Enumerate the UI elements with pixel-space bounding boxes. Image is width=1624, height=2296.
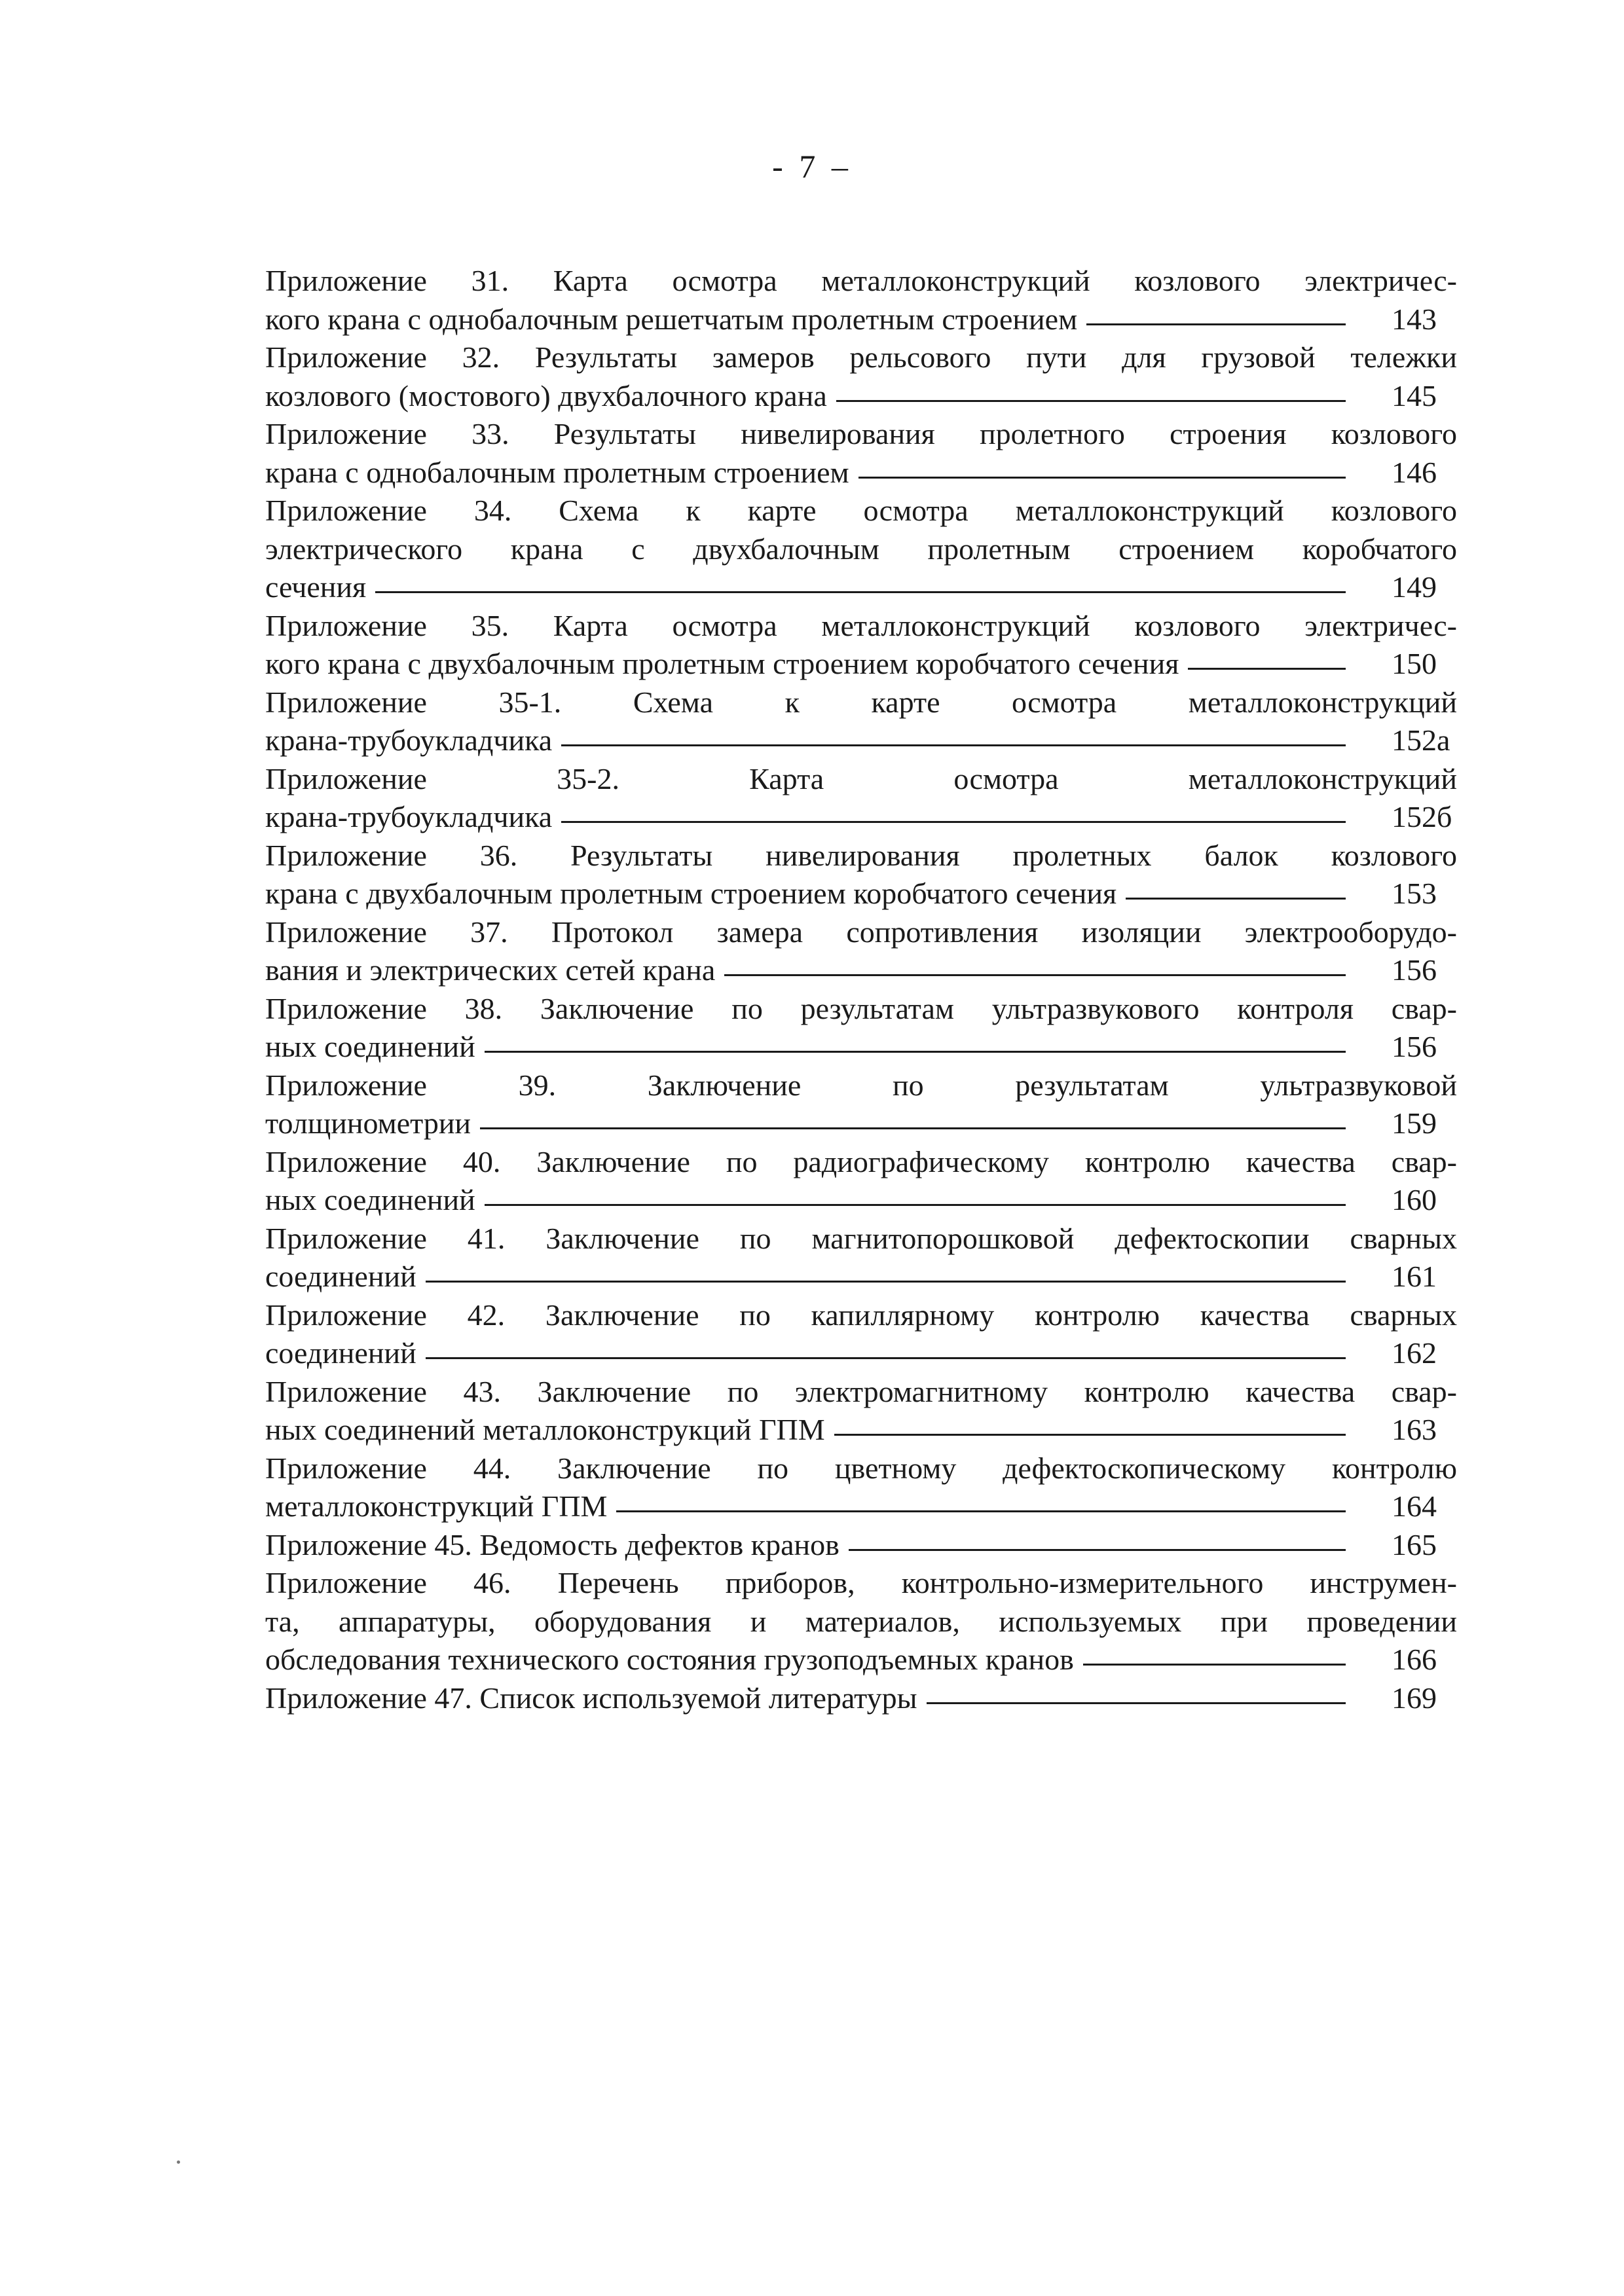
leader-line — [375, 591, 1346, 593]
scan-speck — [177, 2160, 180, 2164]
toc-entry-line: крана с двухбалочным пролетным строением коробчатого сечения — [265, 877, 1117, 910]
toc-entry-last-line — [265, 875, 1457, 913]
toc-entry — [265, 1526, 1457, 1565]
leader-line — [927, 1702, 1346, 1704]
toc-entry-last-line — [265, 568, 1457, 607]
toc-entry — [265, 492, 1457, 607]
toc-entry-line: крана-трубоукладчика — [265, 800, 553, 833]
toc-entry — [265, 338, 1457, 415]
toc-page-number: 150 — [1392, 647, 1437, 680]
toc-page-number: 165 — [1392, 1527, 1437, 1561]
toc-entry-last-line — [265, 1334, 1457, 1373]
toc-entry-last-line — [265, 1679, 1457, 1718]
leader-line — [1086, 323, 1346, 325]
toc-page-number: 153 — [1392, 877, 1437, 910]
toc-entry — [265, 760, 1457, 837]
toc-entry-line: вания и электрических сетей крана — [265, 953, 716, 987]
toc-entry-line: Приложение 39. Заключение по результатам ультразвуковой — [265, 1068, 1457, 1102]
toc-entry-line: Приложение 46. Перечень приборов, контрольно-измерительного инструмен- — [265, 1566, 1457, 1599]
toc-entry-line: кого крана с двухбалочным пролетным строением коробчатого сечения — [265, 647, 1179, 680]
toc-entry-last-line — [265, 301, 1457, 339]
toc-entry-last-line — [265, 721, 1457, 760]
toc-entry — [265, 1066, 1457, 1143]
toc-entry — [265, 683, 1457, 760]
toc-entry-line: Приложение 47. Список используемой литературы — [265, 1681, 917, 1715]
toc-entry — [265, 1143, 1457, 1220]
leader-line — [834, 1434, 1346, 1436]
toc-page-number: 169 — [1392, 1681, 1437, 1715]
toc-page-number: 160 — [1392, 1183, 1437, 1216]
toc-entry-last-line — [265, 377, 1457, 416]
toc-entry — [265, 262, 1457, 338]
toc-entry — [265, 607, 1457, 683]
toc-entry-line: Приложение 31. Карта осмотра металлоконструкций козлового электричес- — [265, 264, 1457, 297]
toc-entry-line: ных соединений — [265, 1183, 475, 1216]
toc-entry-line: Приложение 41. Заключение по магнитопорошковой дефектоскопии сварных — [265, 1221, 1457, 1255]
toc-entry-last-line — [265, 1028, 1457, 1066]
leader-line — [616, 1510, 1346, 1512]
toc-page-number: 163 — [1392, 1413, 1437, 1446]
toc-entry-last-line — [265, 1411, 1457, 1449]
toc-entry-line: козлового (мостового) двухбалочного крана — [265, 378, 827, 412]
leader-line — [480, 1127, 1346, 1129]
leader-line — [1188, 668, 1346, 670]
toc-entry-line: электрического крана с двухбалочным пролетным строением коробчатого — [265, 532, 1457, 566]
toc-page-number: 145 — [1392, 378, 1437, 412]
leader-line — [485, 1204, 1346, 1206]
toc-entry — [265, 1220, 1457, 1296]
toc-entry — [265, 1373, 1457, 1449]
toc-entry — [265, 415, 1457, 492]
leader-line — [1083, 1664, 1346, 1666]
leader-line — [724, 974, 1346, 976]
toc-page-number: 146 — [1392, 455, 1437, 489]
table-of-contents — [265, 262, 1457, 1717]
toc-entry-last-line — [265, 1641, 1457, 1679]
leader-line — [561, 821, 1346, 823]
toc-page-number: 149 — [1392, 570, 1437, 604]
leader-line — [836, 400, 1346, 402]
leader-line — [561, 744, 1346, 746]
toc-entry-last-line — [265, 1258, 1457, 1296]
toc-entry-last-line — [265, 1181, 1457, 1220]
toc-entry-line: соединений — [265, 1336, 416, 1370]
toc-entry-line: Приложение 32. Результаты замеров рельсового пути для грузовой тележки — [265, 340, 1457, 374]
toc-page-number: 164 — [1392, 1489, 1437, 1523]
toc-entry-line: ных соединений металлоконструкций ГПМ — [265, 1413, 825, 1446]
toc-entry-last-line — [265, 645, 1457, 683]
leader-line — [426, 1281, 1346, 1283]
toc-entry-line: та, аппаратуры, оборудования и материалов, используемых при проведении — [265, 1604, 1457, 1638]
toc-entry-last-line — [265, 1487, 1457, 1526]
page-number: - 7 – — [772, 148, 852, 185]
toc-entry-line: Приложение 44. Заключение по цветному дефектоскопическому контролю — [265, 1451, 1457, 1485]
toc-entry-line: Приложение 45. Ведомость дефектов кранов — [265, 1527, 840, 1561]
leader-line — [1126, 898, 1346, 900]
toc-entry-line: Приложение 35-1. Схема к карте осмотра металлоконструкций — [265, 685, 1457, 719]
toc-entry-line: Приложение 38. Заключение по результатам ультразвукового контроля свар- — [265, 991, 1457, 1025]
toc-page-number: 143 — [1392, 302, 1437, 336]
toc-entry-line: Приложение 43. Заключение по электромагнитному контролю качества свар- — [265, 1374, 1457, 1408]
toc-entry — [265, 837, 1457, 913]
toc-entry-line: Приложение 36. Результаты нивелирования пролетных балок козлового — [265, 838, 1457, 872]
leader-line — [849, 1549, 1346, 1551]
toc-entry-line: Приложение 34. Схема к карте осмотра металлоконструкций козлового — [265, 494, 1457, 527]
toc-page-number: 152б — [1392, 800, 1452, 833]
toc-page-number: 156 — [1392, 1030, 1437, 1063]
toc-entry — [265, 990, 1457, 1066]
toc-entry-line: кого крана с однобалочным решетчатым пролетным строением — [265, 302, 1078, 336]
toc-page-number: 166 — [1392, 1643, 1437, 1676]
toc-page-number: 159 — [1392, 1106, 1437, 1140]
leader-line — [426, 1357, 1346, 1359]
toc-entry-line: Приложение 35-2. Карта осмотра металлоконструкций — [265, 761, 1457, 795]
toc-page-number: 162 — [1392, 1336, 1437, 1370]
toc-entry — [265, 1564, 1457, 1679]
toc-entry-line: обследования технического состояния грузоподъемных кранов — [265, 1643, 1074, 1676]
toc-entry-line: Приложение 35. Карта осмотра металлоконструкций козлового электричес- — [265, 608, 1457, 642]
toc-entry — [265, 1296, 1457, 1373]
leader-line — [858, 477, 1346, 479]
toc-entry-line: сечения — [265, 570, 367, 604]
toc-page-number: 161 — [1392, 1260, 1437, 1293]
toc-entry-last-line — [265, 798, 1457, 837]
toc-entry — [265, 1449, 1457, 1526]
toc-entry-last-line — [265, 1104, 1457, 1143]
toc-entry-line: ных соединений — [265, 1030, 475, 1063]
toc-entry — [265, 1679, 1457, 1718]
toc-entry-line: Приложение 40. Заключение по радиографическому контролю качества свар- — [265, 1144, 1457, 1178]
toc-entry-line: Приложение 33. Результаты нивелирования пролетного строения козлового — [265, 417, 1457, 450]
toc-entry-line: металлоконструкций ГПМ — [265, 1489, 608, 1523]
toc-entry-line: крана с однобалочным пролетным строением — [265, 455, 849, 489]
toc-entry-line: Приложение 42. Заключение по капиллярному контролю качества сварных — [265, 1298, 1457, 1332]
toc-entry-last-line — [265, 454, 1457, 492]
leader-line — [485, 1051, 1346, 1053]
toc-entry-line: крана-трубоукладчика — [265, 723, 553, 757]
toc-entry — [265, 913, 1457, 990]
toc-entry-line: толщинометрии — [265, 1106, 471, 1140]
toc-page-number: 152а — [1392, 723, 1450, 757]
toc-entry-line: соединений — [265, 1260, 416, 1293]
toc-page-number: 156 — [1392, 953, 1437, 987]
toc-entry-last-line — [265, 951, 1457, 990]
toc-entry-last-line — [265, 1526, 1457, 1565]
toc-entry-line: Приложение 37. Протокол замера сопротивления изоляции электрооборудо- — [265, 915, 1457, 949]
